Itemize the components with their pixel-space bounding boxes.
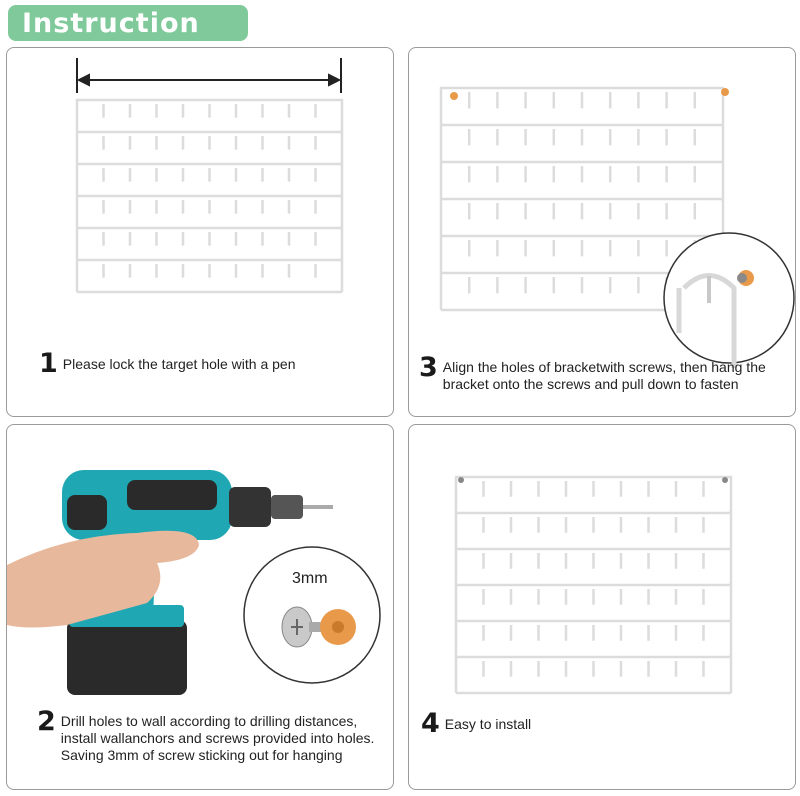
measure-arrow-icon (77, 58, 341, 93)
zoom-detail-circle (664, 233, 794, 368)
screw-zoom-circle (244, 547, 380, 683)
step-number: 3 (419, 352, 438, 383)
step-number: 1 (39, 348, 58, 379)
step-4 (421, 710, 781, 737)
step-number: 2 (37, 706, 56, 737)
step-text: Drill holes to wall according to drilling distances, install wallanchors and screws provided into holes. Saving 3mm of screw sticking out for hanging (60, 713, 375, 763)
step-2 (37, 708, 387, 764)
step-text: Please lock the target hole with a pen (62, 356, 296, 372)
step-text: Easy to install (444, 716, 532, 732)
step-3 (419, 354, 794, 393)
step-number: 4 (421, 708, 440, 739)
screw-length-label: 3mm (292, 570, 328, 587)
step-1 (39, 350, 384, 377)
step-3-panel (408, 47, 796, 417)
instruction-header (8, 5, 248, 41)
step-1-panel (6, 47, 394, 417)
wire-rack-image (77, 100, 342, 292)
step-4-panel (408, 424, 796, 790)
screw-icon (450, 88, 729, 100)
wire-rack-image (456, 477, 731, 693)
header-title: Instruction (22, 7, 200, 39)
step-text: Align the holes of bracketwith screws, then hang the bracket onto the screws and pull down to fasten (442, 359, 766, 392)
step-2-panel (6, 424, 394, 790)
